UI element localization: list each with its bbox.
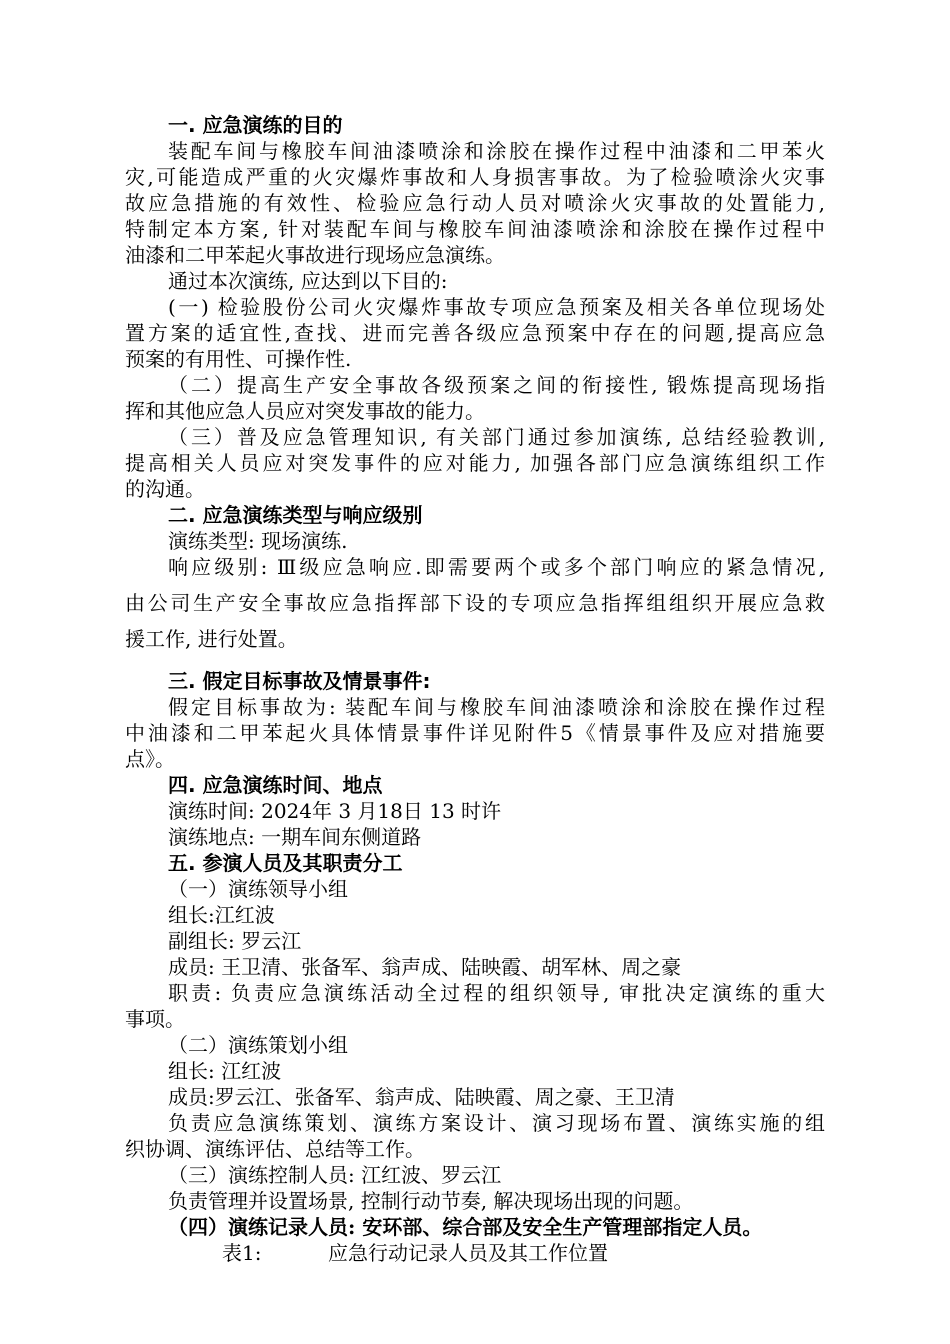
group-2-leader: 组长: 江红波 — [168, 1059, 282, 1083]
section-3-heading: 三. 假定目标事故及情景事件: — [168, 669, 431, 693]
section-4-heading: 四. 应急演练时间、地点 — [168, 773, 383, 797]
drill-time: 演练时间: 2024年 3 月18日 13 时许 — [168, 799, 502, 823]
group-2-title: （二）演练策划小组 — [168, 1033, 348, 1057]
paragraph-line: 假定目标事故为: 装配车间与橡胶车间油漆喷涂和涂胶在操作过程 — [168, 695, 825, 719]
list-item-line: 置方案的适宜性,查找、进而完善各级应急预案中存在的问题,提高应急 — [125, 321, 825, 345]
list-item-line: （三）普及应急管理知识, 有关部门通过参加演练, 总结经验教训, — [168, 425, 825, 449]
paragraph-line: 由公司生产安全事故应急指挥部下设的专项应急指挥组组织开展应急救 — [125, 591, 825, 615]
group-2-members: 成员:罗云江、张备军、翁声成、陆映霞、周之豪、王卫清 — [168, 1085, 675, 1109]
list-item-line: 的沟通。 — [125, 477, 205, 501]
paragraph-line: 演练类型: 现场演练. — [168, 529, 348, 553]
group-1-deputy: 副组长: 罗云江 — [168, 929, 302, 953]
paragraph-line: 灾,可能造成严重的火灾爆炸事故和人身损害事故。为了检验喷涂火灾事 — [125, 165, 825, 189]
group-3-title: （三）演练控制人员: 江红波、罗云江 — [168, 1163, 502, 1187]
table-caption — [222, 1240, 608, 1266]
table-caption-text: 应急行动记录人员及其工作位置 — [328, 1241, 608, 1265]
group-1-leader: 组长:江红波 — [168, 903, 275, 927]
list-item-line: 预案的有用性、可操作性. — [125, 347, 352, 371]
group-2-duty-line: 织协调、演练评估、总结等工作。 — [125, 1137, 425, 1161]
paragraph-line: 通过本次演练, 应达到以下目的: — [168, 269, 448, 293]
list-item-line: 提高相关人员应对突发事件的应对能力, 加强各部门应急演练组织工作 — [125, 451, 825, 475]
list-item-line: 挥和其他应急人员应对突发事故的能力。 — [125, 399, 485, 423]
group-1-duty-line: 职责: 负责应急演练活动全过程的组织领导, 审批决定演练的重大 — [168, 981, 825, 1005]
paragraph-line: 油漆和二甲苯起火事故进行现场应急演练。 — [125, 243, 505, 267]
table-caption-label: 表1: — [222, 1241, 262, 1265]
paragraph-line: 故应急措施的有效性、检验应急行动人员对喷涂火灾事故的处置能力, — [125, 191, 825, 215]
paragraph-line: 特制定本方案, 针对装配车间与橡胶车间油漆喷涂和涂胶在操作过程中 — [125, 217, 825, 241]
group-3-duty: 负责管理并设置场景, 控制行动节奏, 解决现场出现的问题。 — [168, 1189, 694, 1213]
paragraph-line: 援工作, 进行处置。 — [125, 627, 298, 651]
paragraph-line: 中油漆和二甲苯起火具体情景事件详见附件5《情景事件及应对措施要 — [125, 721, 825, 745]
section-2-heading: 二. 应急演练类型与响应级别 — [168, 503, 423, 527]
section-1-heading: 一. 应急演练的目的 — [168, 113, 343, 137]
paragraph-line: 点》。 — [125, 747, 175, 771]
group-4-title: （四）演练记录人员: 安环部、综合部及安全生产管理部指定人员。 — [168, 1215, 763, 1239]
group-1-title: （一）演练领导小组 — [168, 877, 348, 901]
drill-place: 演练地点: 一期车间东侧道路 — [168, 825, 422, 849]
group-1-duty-line: 事项。 — [125, 1007, 185, 1031]
group-2-duty-line: 负责应急演练策划、演练方案设计、演习现场布置、演练实施的组 — [168, 1111, 825, 1135]
list-item-line: （二）提高生产安全事故各级预案之间的衔接性, 锻炼提高现场指 — [168, 373, 825, 397]
section-5-heading: 五. 参演人员及其职责分工 — [168, 851, 403, 875]
paragraph-line: 响应级别: Ⅲ级应急响应.即需要两个或多个部门响应的紧急情况, — [168, 555, 825, 579]
group-1-members: 成员: 王卫清、张备军、翁声成、陆映霞、胡军林、周之豪 — [168, 955, 682, 979]
list-item-line: (一) 检验股份公司火灾爆炸事故专项应急预案及相关各单位现场处 — [168, 295, 825, 319]
paragraph-line: 装配车间与橡胶车间油漆喷涂和涂胶在操作过程中油漆和二甲苯火 — [168, 139, 825, 163]
